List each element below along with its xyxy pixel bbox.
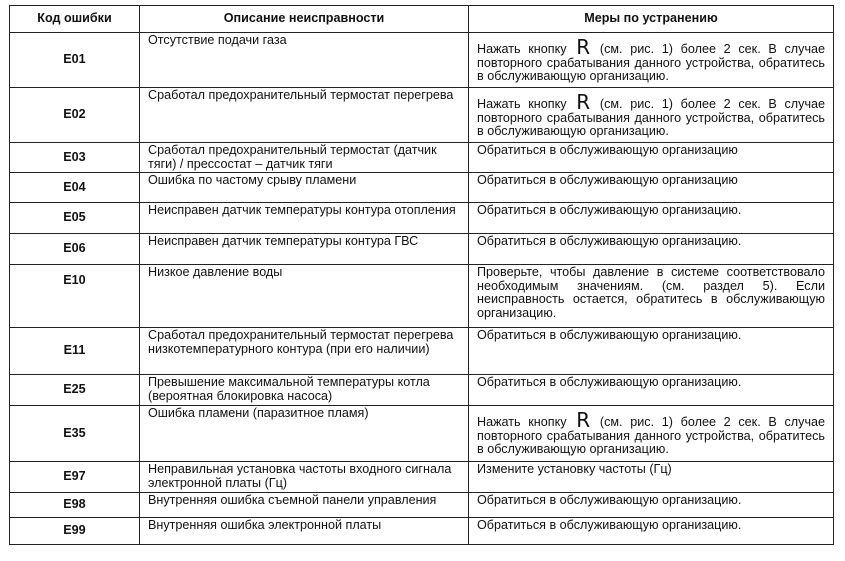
error-remedy: Обратиться в обслуживающую организацию. (469, 328, 834, 375)
reset-button-symbol: R (576, 408, 591, 433)
error-code: E04 (10, 173, 140, 203)
error-code: E99 (10, 518, 140, 545)
error-remedy: Проверьте, чтобы давление в системе соответствовало необходимым значениям. (см. раздел 5). Если неисправность остается, обратитесь в обслуживающую организацию. (469, 265, 834, 328)
error-description: Внутренняя ошибка съемной панели управления (140, 493, 469, 518)
table-row (10, 203, 834, 234)
error-description: Неправильная установка частоты входного сигнала электронной платы (Гц) (140, 462, 469, 493)
table-row (10, 406, 834, 462)
table-row (10, 375, 834, 406)
error-remedy: Обратиться в обслуживающую организацию. (469, 203, 834, 234)
table-header-row (10, 6, 834, 33)
error-code: E02 (10, 88, 140, 143)
error-remedy: Обратиться в обслуживающую организацию (469, 143, 834, 173)
error-remedy: Обратиться в обслуживающую организацию (469, 173, 834, 203)
table-row (10, 234, 834, 265)
error-codes-table (9, 5, 834, 545)
error-remedy: Обратиться в обслуживающую организацию. (469, 234, 834, 265)
error-code: E35 (10, 406, 140, 462)
error-remedy (469, 406, 834, 462)
error-description: Сработал предохранительный термостат (датчик тяги) / прессостат – датчик тяги (140, 143, 469, 173)
remedy-text-post: (см. рис. 1) более 2 сек. В случае повторного срабатывания данного устройства, обратитесь в обслуживающую организацию. (477, 97, 826, 139)
error-description: Сработал предохранительный термостат перегрева низкотемпературного контура (при его наличии) (140, 328, 469, 375)
table-row (10, 265, 834, 328)
remedy-text-pre: Нажать кнопку (477, 415, 567, 430)
table-row (10, 143, 834, 173)
table-row (10, 493, 834, 518)
error-description: Ошибка по частому срыву пламени (140, 173, 469, 203)
table-row (10, 173, 834, 203)
error-description: Низкое давление воды (140, 265, 469, 328)
remedy-text-pre: Нажать кнопку (477, 97, 567, 111)
error-remedy: Обратиться в обслуживающую организацию. (469, 493, 834, 518)
error-remedy: Обратиться в обслуживающую организацию. (469, 375, 834, 406)
error-description: Отсутствие подачи газа (140, 33, 469, 88)
header-code: Код ошибки (10, 6, 140, 33)
header-remedy: Меры по устранению (469, 6, 834, 33)
remedy-text-post: (см. рис. 1) более 2 сек. В случае повторного срабатывания данного устройства, обратитесь в обслуживающую организацию. (477, 42, 826, 84)
table-row (10, 88, 834, 143)
reset-button-symbol: R (576, 90, 591, 114)
table-row (10, 328, 834, 375)
error-remedy (469, 33, 834, 88)
table-row (10, 518, 834, 545)
error-code: E11 (10, 328, 140, 375)
error-remedy (469, 88, 834, 143)
error-description: Ошибка пламени (паразитное пламя) (140, 406, 469, 462)
error-code: E10 (10, 265, 140, 328)
error-remedy: Измените установку частоты (Гц) (469, 462, 834, 493)
error-code: E05 (10, 203, 140, 234)
table-row (10, 462, 834, 493)
error-code: E25 (10, 375, 140, 406)
error-description: Превышение максимальной температуры котла (вероятная блокировка насоса) (140, 375, 469, 406)
header-description: Описание неисправности (140, 6, 469, 33)
error-code: E03 (10, 143, 140, 173)
error-code: E06 (10, 234, 140, 265)
remedy-text-pre: Нажать кнопку (477, 42, 567, 56)
error-description: Неисправен датчик температуры контура отопления (140, 203, 469, 234)
error-code: E97 (10, 462, 140, 493)
error-remedy: Обратиться в обслуживающую организацию. (469, 518, 834, 545)
remedy-text-post: (см. рис. 1) более 2 сек. В случае повторного срабатывания данного устройства, обратитесь в обслуживающую организацию. (477, 415, 826, 457)
error-code: E98 (10, 493, 140, 518)
reset-button-symbol: R (576, 35, 591, 59)
error-description: Внутренняя ошибка электронной платы (140, 518, 469, 545)
table-row (10, 33, 834, 88)
error-code: E01 (10, 33, 140, 88)
error-description: Сработал предохранительный термостат перегрева (140, 88, 469, 143)
error-description: Неисправен датчик температуры контура ГВС (140, 234, 469, 265)
